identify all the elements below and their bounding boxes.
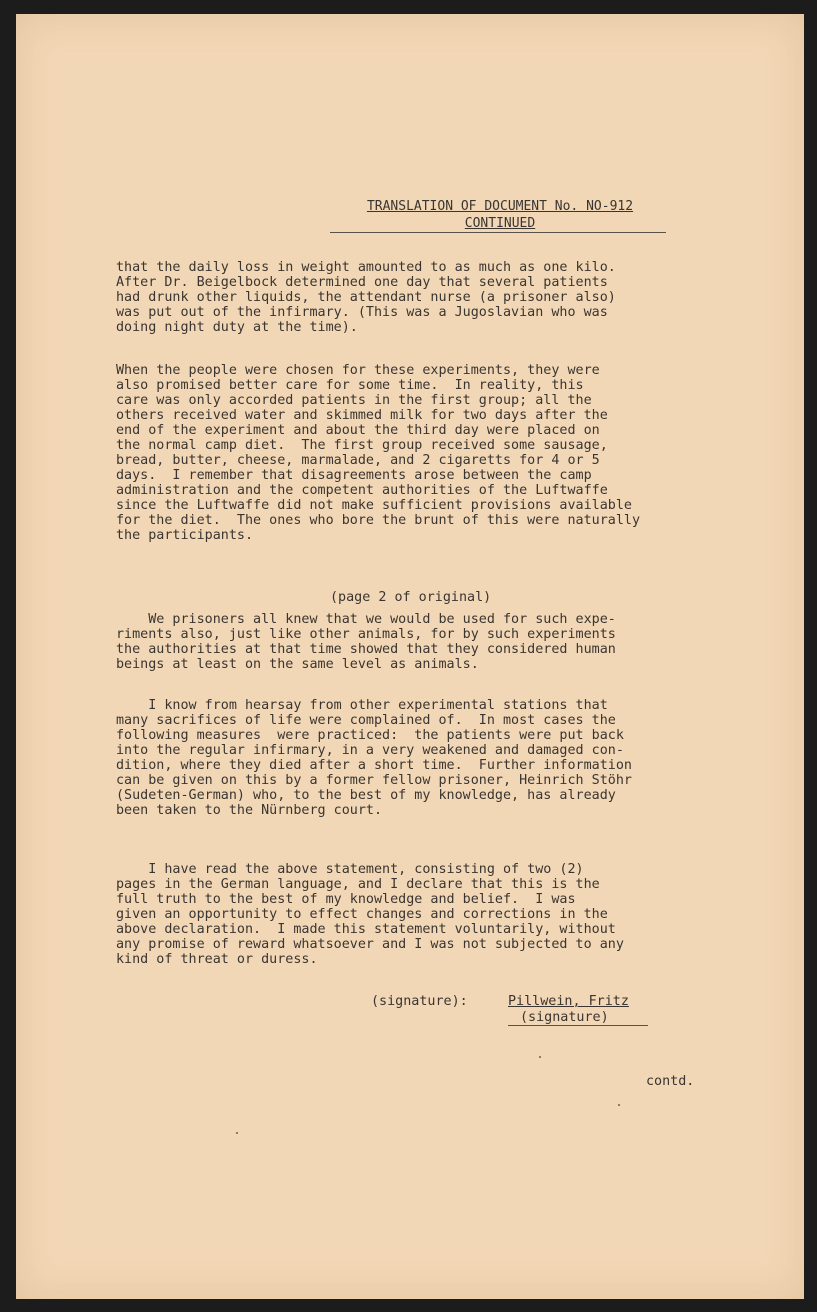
text-line: any promise of reward whatsoever and I was not subjected to any xyxy=(116,937,624,952)
signature-caption: (signature) xyxy=(520,1010,609,1025)
text-line: since the Luftwaffe did not make sufficient provisions available xyxy=(116,498,632,513)
text-line: the participants. xyxy=(116,528,254,543)
text-line: full truth to the best of my knowledge and belief. I was xyxy=(116,892,576,907)
paper-speck xyxy=(618,1104,620,1106)
paragraph-2 xyxy=(116,363,756,543)
text-line: dition, where they died after a short time. Further information xyxy=(116,758,632,773)
header-rule xyxy=(330,232,666,233)
text-line: After Dr. Beigelbock determined one day that several patients xyxy=(116,275,608,290)
text-line: We prisoners all knew that we would be used for such expe- xyxy=(116,612,616,627)
text-line: for the diet. The ones who bore the brunt of this were naturally xyxy=(116,513,641,528)
text-line: riments also, just like other animals, for by such experiments xyxy=(116,627,616,642)
text-line: been taken to the Nürnberg court. xyxy=(116,803,383,818)
signature-label: (signature): xyxy=(371,994,468,1009)
text-line: When the people were chosen for these experiments, they were xyxy=(116,363,600,378)
text-line: care was only accorded patients in the first group; all the xyxy=(116,393,592,408)
text-line: kind of threat or duress. xyxy=(116,952,318,967)
text-line: following measures were practiced: the patients were put back xyxy=(116,728,624,743)
text-line: into the regular infirmary, in a very weakened and damaged con- xyxy=(116,743,624,758)
text-line: can be given on this by a former fellow prisoner, Heinrich Stöhr xyxy=(116,773,632,788)
document-header xyxy=(330,198,670,232)
text-line: above declaration. I made this statement voluntarily, without xyxy=(116,922,616,937)
text-line: the normal camp diet. The first group received some sausage, xyxy=(116,438,608,453)
paragraph-4 xyxy=(116,698,756,818)
text-line: the authorities at that time showed that they considered human xyxy=(116,642,616,657)
signature-name: Pillwein, Fritz xyxy=(508,994,629,1009)
header-title: TRANSLATION OF DOCUMENT No. NO-912 xyxy=(366,199,634,214)
text-line: was put out of the infirmary. (This was a Jugoslavian who was xyxy=(116,305,608,320)
text-line: I know from hearsay from other experimental stations that xyxy=(116,698,608,713)
paragraph-3 xyxy=(116,612,756,672)
text-line: pages in the German language, and I declare that this is the xyxy=(116,877,600,892)
text-line: given an opportunity to effect changes and corrections in the xyxy=(116,907,608,922)
text-line: (Sudeten-German) who, to the best of my knowledge, has already xyxy=(116,788,616,803)
text-line: also promised better care for some time. In reality, this xyxy=(116,378,584,393)
text-line: bread, butter, cheese, marmalade, and 2 cigaretts for 4 or 5 xyxy=(116,453,600,468)
page-note: (page 2 of original) xyxy=(330,590,492,605)
text-line: end of the experiment and about the third day were placed on xyxy=(116,423,600,438)
paragraph-1 xyxy=(116,260,756,335)
text-line: many sacrifices of life were complained of. In most cases the xyxy=(116,713,616,728)
text-line: doing night duty at the time). xyxy=(116,320,358,335)
text-line: others received water and skimmed milk for two days after the xyxy=(116,408,608,423)
text-line: that the daily loss in weight amounted to as much as one kilo. xyxy=(116,260,616,275)
paper-speck xyxy=(236,1132,238,1134)
text-line: had drunk other liquids, the attendant nurse (a prisoner also) xyxy=(116,290,616,305)
text-line: days. I remember that disagreements arose between the camp xyxy=(116,468,592,483)
text-line: beings at least on the same level as animals. xyxy=(116,657,479,672)
header-subtitle: CONTINUED xyxy=(464,216,536,231)
text-line: I have read the above statement, consisting of two (2) xyxy=(116,862,584,877)
signature-rule xyxy=(508,1025,648,1026)
continued-mark: contd. xyxy=(646,1074,695,1089)
document-page xyxy=(16,14,804,1299)
text-line: administration and the competent authorities of the Luftwaffe xyxy=(116,483,608,498)
paragraph-5 xyxy=(116,862,756,967)
paper-speck xyxy=(539,1056,541,1058)
